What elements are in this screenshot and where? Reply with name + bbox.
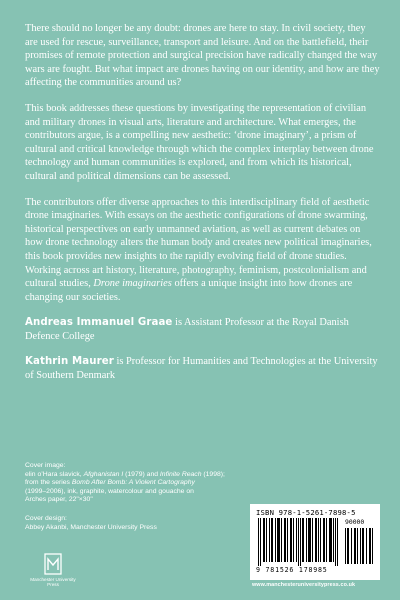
credit-series-title: Bomb After Bomb: A Violent Cartography: [71, 479, 195, 487]
author-name-1: Andreas Immanuel Graae: [25, 317, 173, 329]
credit-artwork-1: Afghanistan I: [83, 470, 124, 478]
publisher-name: Manchester University Press: [30, 577, 76, 587]
isbn-text: ISBN 978-1-5261-7898-5: [256, 508, 356, 517]
mup-logo-icon: [44, 553, 62, 575]
barcode-digits: 9 781526 178985: [256, 566, 328, 574]
book-title-inline: Drone imaginaries: [93, 278, 172, 290]
barcode-bars-icon: [258, 518, 340, 566]
blurb-paragraph-3-text: The contributors offer diverse approaches to this interdisciplinary field of aesthetic drone imaginaries. With essays on the aesthetic configurations of drone swarming, historical perspectives on early unmanned aviation, as well as current debates on how drone technology alters the human body and creates new political imaginaries, this book provides new insights to the rapidly evolving field of drone studies. Working across art history, literature, photography, feminism, postcolonialism and cultural studies,: [25, 196, 372, 290]
addon-bars-icon: [345, 528, 373, 564]
cover-design-credit: [25, 515, 275, 532]
credit-artwork-2: Infinite Reach: [159, 470, 202, 478]
publisher-website: www.manchesteruniversitypress.co.uk: [252, 582, 356, 588]
cover-image-label: Cover image:: [25, 462, 66, 469]
credit-line-3: (1999–2006), ink, graphite, watercolour and gouache on: [25, 487, 194, 495]
publisher-logo: [25, 553, 81, 587]
blurb: [25, 22, 380, 395]
blurb-paragraph-3: [25, 196, 380, 305]
credit-series-label: from the series: [25, 479, 70, 487]
credit-text-mid: (1979) and: [125, 470, 159, 478]
cover-credits: [25, 462, 275, 542]
cover-image-credit: [25, 462, 275, 505]
author-bio-1: [25, 316, 380, 343]
credit-line-1: [25, 471, 275, 480]
blurb-paragraph-3-end: offers a unique insight into how drones are changing our societies.: [25, 278, 353, 303]
author-bio-text-1: is Assistant Professor at the Royal Danish Defence College: [25, 317, 349, 342]
credit-text-post: (1998);: [203, 470, 225, 478]
credit-line-4: Arches paper, 22"×30": [25, 496, 93, 504]
price-addon: 90000: [345, 518, 365, 526]
cover-design-value: Abbey Akanbi, Manchester University Press: [25, 523, 157, 531]
cover-design-label: Cover design:: [25, 514, 67, 522]
author-bio-2: [25, 355, 380, 382]
blurb-paragraph-2: This book addresses these questions by investigating the representation of civilian and military drones in visual arts, literature and architecture. What emerges, the contributors argue, is a compelling new aesthetic: ‘drone imaginary’, a prism of cultural and critical knowledge through which the complex interplay between drone technology and human communities is explored, and from which its historical, cultural and political dimensions can be assessed.: [25, 102, 374, 182]
credit-artist: elin o’Hara slavick,: [25, 470, 82, 478]
author-name-2: Kathrin Maurer: [25, 356, 114, 368]
author-bio-text-2: is Professor for Humanities and Technologies at the University of Southern Denmark: [25, 356, 378, 382]
credit-line-2: [25, 479, 275, 488]
blurb-paragraph-1: There should no longer be any doubt: drones are here to stay. In civil society, they are used for rescue, surveillance, transport and leisure. And on the battlefield, their promises of remote protection and surgical precision have radically changed the way wars are fought. But what impact are drones having on our identity, and how are they affecting the communities around us?: [25, 23, 380, 89]
barcode: [250, 504, 380, 580]
